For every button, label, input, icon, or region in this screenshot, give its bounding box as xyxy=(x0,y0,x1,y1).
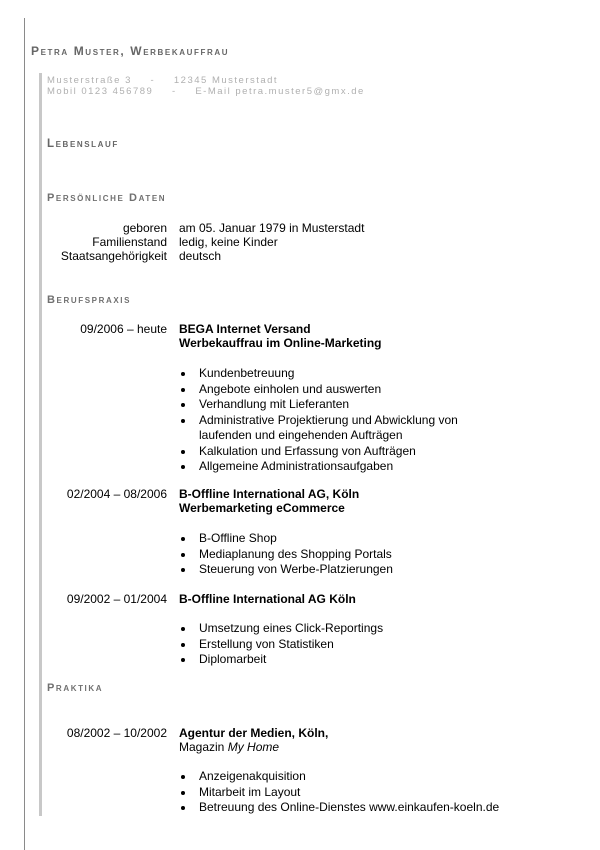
personal-label: Staatsangehörigkeit xyxy=(60,249,167,263)
left-margin-rule xyxy=(24,18,25,850)
job-role: Werbemarketing eCommerce xyxy=(179,501,345,515)
job-dates: 09/2006 – heute xyxy=(80,322,167,336)
list-item: Betreuung des Online-Dienstes www.einkaufen-koeln.de xyxy=(179,800,509,816)
internship-magazine xyxy=(179,740,579,754)
heading-experience: Berufspraxis xyxy=(47,294,132,306)
internship-tasks-list xyxy=(179,769,509,816)
personal-label: Familienstand xyxy=(92,235,167,249)
magazine-prefix: Magazin xyxy=(179,740,225,754)
internship-company: Agentur der Medien, Köln, xyxy=(179,726,329,740)
job-dates: 09/2002 – 01/2004 xyxy=(66,592,167,606)
personal-value: am 05. Januar 1979 in Musterstadt xyxy=(179,221,365,235)
contact-line xyxy=(47,86,365,97)
list-item: Umsetzung eines Click-Reportings xyxy=(179,621,509,637)
list-item: B-Offline Shop xyxy=(179,531,509,547)
job-company: B-Offline International AG Köln xyxy=(179,592,356,606)
heading-internships: Praktika xyxy=(47,682,104,694)
list-item: Administrative Projektierung und Abwicklung von laufenden und eingehenden Aufträgen xyxy=(179,413,509,444)
list-item: Kundenbetreuung xyxy=(179,366,509,382)
list-item: Allgemeine Administrationsaufgaben xyxy=(179,459,509,475)
list-item: Steuerung von Werbe-Platzierungen xyxy=(179,562,509,578)
list-item: Erstellung von Statistiken xyxy=(179,637,509,653)
heading-lebenslauf: Lebenslauf xyxy=(47,138,119,150)
list-item: Mitarbeit im Layout xyxy=(179,785,509,801)
list-item: Mediaplanung des Shopping Portals xyxy=(179,547,509,563)
job-tasks-list xyxy=(179,531,509,578)
job-dates: 02/2004 – 08/2006 xyxy=(66,487,167,501)
job-tasks-list xyxy=(179,366,509,475)
heading-personal-data: Persönliche Daten xyxy=(47,192,167,204)
list-item: Diplomarbeit xyxy=(179,652,509,668)
street: Musterstraße 3 xyxy=(47,75,132,86)
job-company: BEGA Internet Versand xyxy=(179,322,311,336)
job-company: B-Offline International AG, Köln xyxy=(179,487,360,501)
personal-label: geboren xyxy=(122,221,167,235)
content-side-bar xyxy=(39,73,42,816)
separator: - xyxy=(171,86,177,97)
city: 12345 Musterstadt xyxy=(173,75,279,86)
list-item: Angebote einholen und auswerten xyxy=(179,382,509,398)
email: E-Mail petra.muster5@gmx.de xyxy=(195,86,365,97)
job-tasks-list xyxy=(179,621,509,668)
magazine-name: My Home xyxy=(227,740,280,754)
list-item: Kalkulation und Erfassung von Aufträgen xyxy=(179,444,509,460)
phone: Mobil 0123 456789 xyxy=(47,86,154,97)
name-title: Petra Muster, Werbekauffrau xyxy=(31,44,230,58)
job-role: Werbekauffrau im Online-Marketing xyxy=(179,336,382,350)
personal-value: ledig, keine Kinder xyxy=(179,235,278,249)
internship-dates: 08/2002 – 10/2002 xyxy=(66,726,167,740)
list-item: Anzeigenakquisition xyxy=(179,769,509,785)
list-item: Verhandlung mit Lieferanten xyxy=(179,397,509,413)
personal-value: deutsch xyxy=(179,249,222,263)
address-line xyxy=(47,75,278,86)
separator: - xyxy=(150,75,156,86)
